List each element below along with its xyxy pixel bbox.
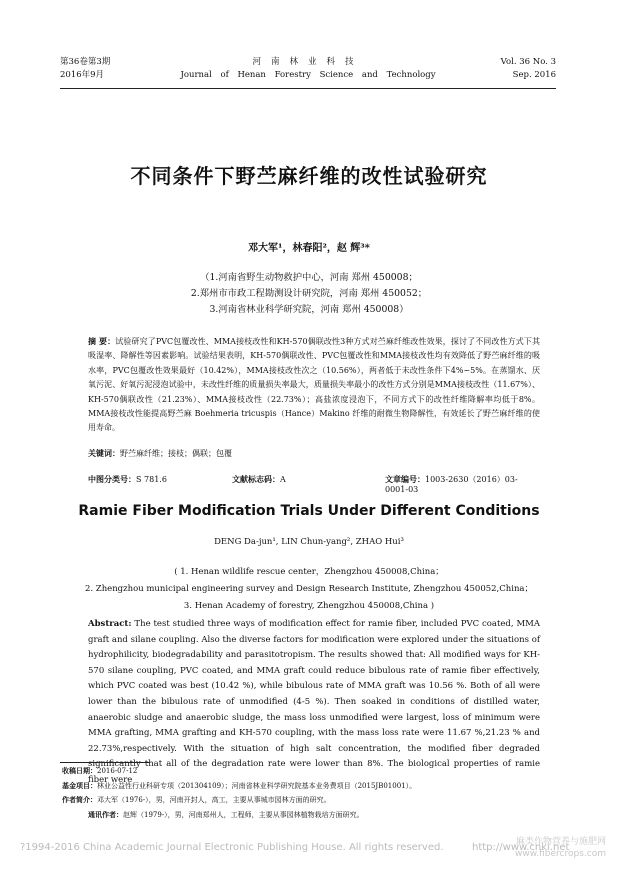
watermark-cn: 麻类作物营养与施肥网 — [515, 837, 606, 847]
abstract-en-label: Abstract: — [88, 619, 132, 629]
affiliation-en-2: 2. Zhengzhou municipal engineering survey and Design Research Institute, Zhengzhou 450052,China； — [84, 584, 533, 594]
doc-label: 文献标志码： — [232, 474, 280, 484]
header-journal-en: Journal of Henan Forestry Science and Technology — [180, 70, 436, 80]
title-en: Ramie Fiber Modification Trials Under Different Conditions — [78, 503, 540, 519]
received-label: 收稿日期： — [62, 766, 97, 775]
doc-value: A — [280, 475, 286, 484]
article-label: 文章编号： — [385, 474, 425, 484]
clc-value: S 781.6 — [136, 475, 167, 484]
doc-code — [232, 474, 286, 485]
page-footer — [4, 837, 614, 859]
header-date-en: Sep. 2016 — [512, 70, 556, 80]
header-rule — [60, 88, 556, 89]
watermark — [515, 836, 606, 860]
footnote-received — [62, 764, 562, 779]
footer-copyright: ?1994-2016 China Academic Journal Electronic Publishing House. All rights reserved. — [20, 842, 444, 853]
title-cn: 不同条件下野苎麻纤维的改性试验研究 — [130, 164, 488, 188]
header-journal — [60, 56, 556, 82]
article-value: 1003-2630（2016）03-0001-03 — [385, 475, 518, 494]
fund-label: 基金项目： — [62, 780, 97, 790]
footnote-corresponding — [62, 808, 562, 823]
abstract-en-text: The test studied three ways of modification effect for ramie fiber, included PVC coated, MMA graft and silane coupling. Also the diverse factors for modification were explored under the situations of hydrophilicity, biodegradability and parasitotropism. The results showed that: All modified ways for KH-570 silane coupling, PVC coated, and MMA graft could reduce bibulous rate of ramie fiber effectively, which PVC coated was best (10.42 %), while bibulous rate of MMA graft was 10.56 %. Both of all were lower than the bibulous rate of unmodified (4-5 %). Then soaked in conditions of distilled water, anaerobic sludge and anaerobic sludge, the mass loss unmodified were largest, loss of minimum were MMA grafting, MMA grafting and KH-570 coupling, with the mass loss rate were 11.67 %,21.23 % and 22.73%,respectively. With the situation of high salt concentration, the modified fiber degraded significantly that all of the degradation rate were lower than 8%. The biological properties of ramie fiber were — [88, 619, 541, 785]
affiliation-cn-3: 3.河南省林业科学研究院，河南 郑州 450008） — [209, 304, 409, 315]
received-value: 2016-07-12 — [97, 767, 138, 775]
affiliations-en — [0, 564, 618, 615]
footer-site[interactable]: http://www.cnki.net — [472, 842, 570, 853]
authors-cn: 邓大军¹，林春阳²，赵 辉³* — [248, 243, 370, 254]
clc-number — [88, 474, 167, 485]
header-date-cn: 2016年9月 — [60, 70, 105, 80]
footnote-rule — [60, 762, 150, 763]
footnote-fund — [62, 779, 562, 794]
running-header — [60, 56, 556, 88]
corr-label: 通讯作者： — [88, 809, 123, 819]
article-number — [385, 474, 540, 494]
affiliations-cn — [0, 270, 618, 318]
footnote-author — [62, 793, 562, 808]
header-volume-cn: 第36卷第3期 — [60, 57, 111, 67]
affiliation-en-3: 3. Henan Academy of forestry, Zhengzhou 450008,China ) — [183, 601, 435, 611]
corr-value: 赵辉（1979-），男，河南郑州人，工程师，主要从事园林植物栽培方面研究。 — [123, 810, 364, 819]
keywords-cn-label: 关键词： — [88, 448, 120, 458]
abstract-en — [88, 617, 540, 789]
keywords-cn-text: 野苎麻纤维；接枝；偶联；包覆 — [120, 449, 232, 458]
authors-en: DENG Da-jun¹, LIN Chun-yang², ZHAO Hui³ — [214, 537, 404, 547]
watermark-url: www.fibercrops.com — [515, 849, 606, 859]
footnotes — [62, 764, 562, 822]
keywords-cn — [88, 448, 540, 459]
clc-label: 中图分类号： — [88, 474, 136, 484]
header-volume-en: Vol. 36 No. 3 — [500, 57, 556, 67]
abstract-cn — [88, 334, 540, 436]
author-label: 作者简介： — [62, 795, 97, 804]
affiliation-en-1: ( 1. Henan wildlife rescue center，Zhengzhou 450008,China； — [174, 567, 444, 577]
header-journal-cn: 河南林业科技 — [252, 57, 364, 67]
abstract-cn-label: 摘 要： — [88, 336, 116, 346]
abstract-cn-text: 试验研究了PVC包覆改性、MMA接枝改性和KH-570偶联改性3种方式对苎麻纤维改性效果，探讨了不同改性方式下其吸湿率、降解性等因素影响。试验结果表明，KH-570偶联改性、PVC包覆改性和MMA接枝改性均有效降低了野苎麻纤维的吸水率，PVC包覆改性效果最好（10.42%），MMA接枝改性次之（10.56%），两者低于未改性条件下4%~5%。在蒸馏水、厌氧污泥、好氧污泥浸泡试验中，未改性纤维的质量损失率最大，质量损失率最小的改性方式分别是MMA接枝改性（11.67%）、KH-570偶联改性（21.23%）、MMA接枝改性（22.73%）；高盐浓度浸泡下，不同方式下的改性纤维降解率均低于8%。MMA接枝改性能提高野苎麻 Boehmeria tricuspis（Hance）Makino 纤维的耐微生物降解性，有效延长了野苎麻纤维的使用寿命。 — [88, 337, 540, 433]
header-issue-en — [501, 56, 556, 82]
affiliation-cn-2: 2.郑州市市政工程勘测设计研究院，河南 郑州 450052； — [190, 288, 428, 299]
author-value: 邓大军（1976-），男，河南开封人，高工，主要从事城市园林方面的研究。 — [97, 796, 331, 804]
fund-value: 林业公益性行业科研专项（201304109）；河南省林业科学研究院基本业务费项目（2015JB01001）。 — [97, 781, 417, 790]
affiliation-cn-1: （1.河南省野生动物救护中心，河南 郑州 450008； — [200, 272, 418, 283]
